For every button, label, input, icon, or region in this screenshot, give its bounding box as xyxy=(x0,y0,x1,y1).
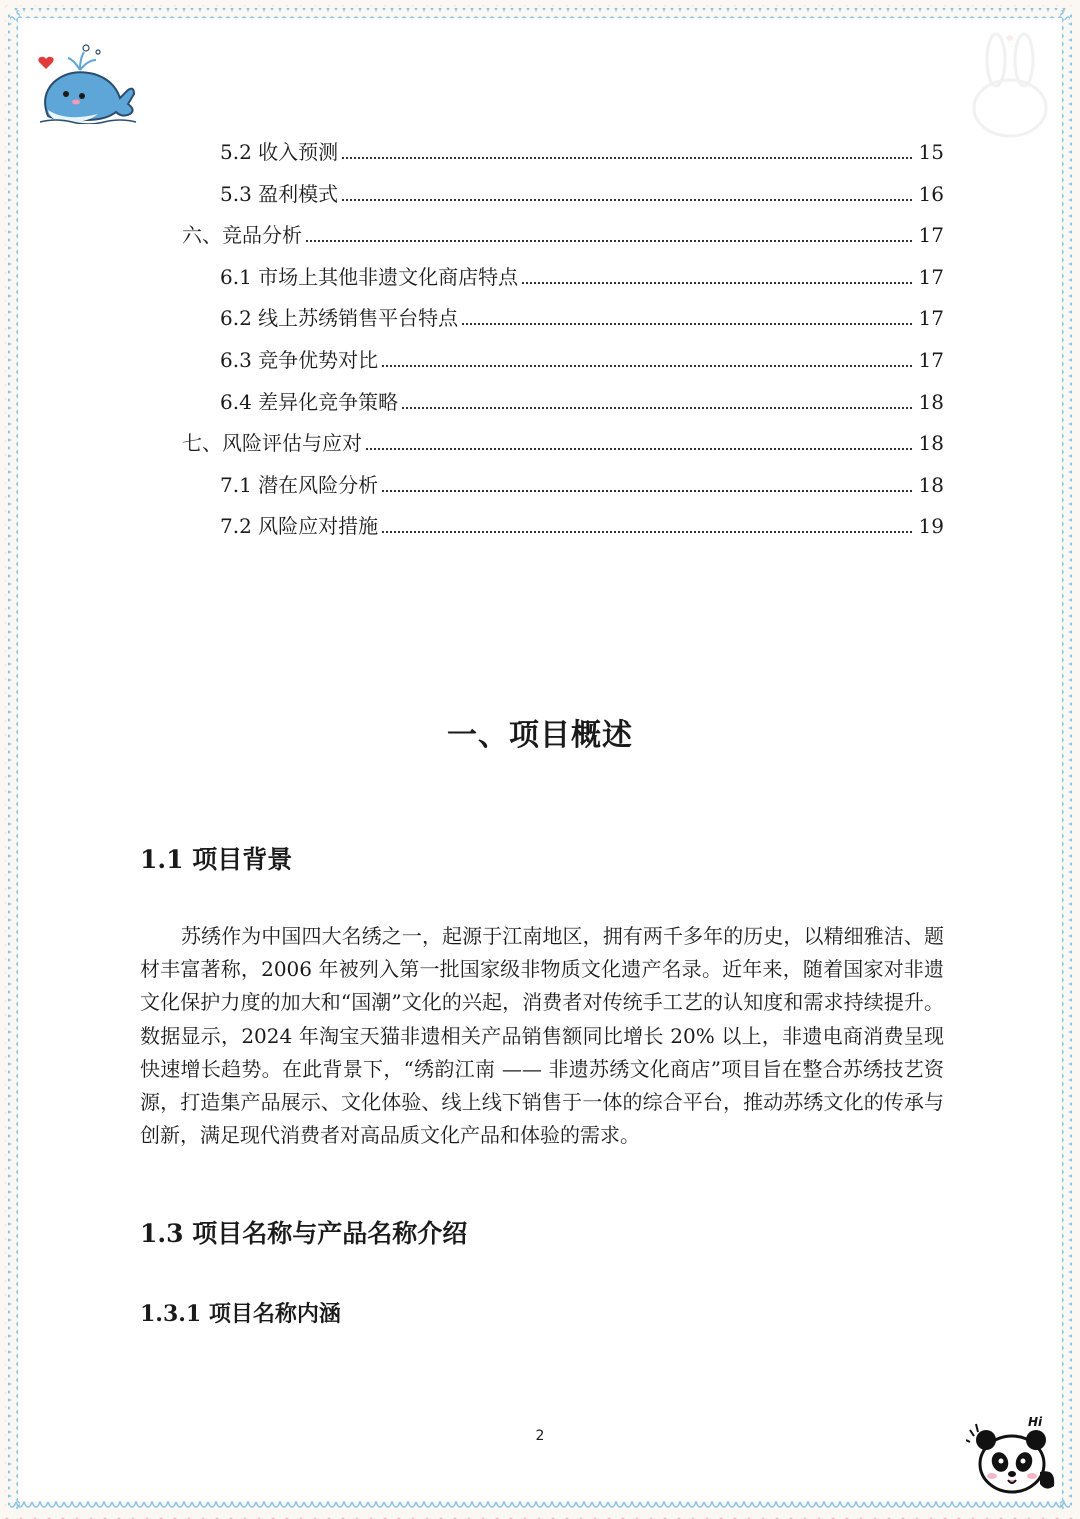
toc-entry-page: 17 xyxy=(918,306,944,330)
toc-entry-label: 6.4 差异化竞争策略 xyxy=(220,390,399,414)
toc-entry-label: 7.2 风险应对措施 xyxy=(220,514,379,538)
toc-entry[interactable] xyxy=(220,179,944,209)
toc-leader xyxy=(342,157,912,159)
toc-entry[interactable] xyxy=(220,137,944,167)
toc-leader xyxy=(522,282,912,284)
toc-leader xyxy=(306,240,912,242)
toc-entry-page: 17 xyxy=(918,223,944,247)
section-heading-background: 1.1 项目背景 xyxy=(140,845,293,874)
panda-icon xyxy=(966,1412,1058,1498)
toc-entry-label: 6.2 线上苏绣销售平台特点 xyxy=(220,306,459,330)
toc-entry-label: 7.1 潜在风险分析 xyxy=(220,473,379,497)
toc-entry[interactable] xyxy=(220,387,944,417)
toc-entry-label: 6.1 市场上其他非遗文化商店特点 xyxy=(220,265,519,289)
toc-entry-label: 六、竞品分析 xyxy=(182,223,302,247)
toc-entry[interactable] xyxy=(220,345,944,375)
toc-entry-page: 17 xyxy=(918,265,944,289)
toc-entry-page: 17 xyxy=(918,348,944,372)
toc-entry-page: 18 xyxy=(918,390,944,414)
toc-entry-label: 5.3 盈利模式 xyxy=(220,182,339,206)
toc-leader xyxy=(382,490,912,492)
toc-leader xyxy=(462,323,912,325)
toc-entry[interactable] xyxy=(220,470,944,500)
heart-icon xyxy=(38,56,54,70)
toc-leader xyxy=(366,448,912,450)
toc-leader xyxy=(382,365,912,367)
toc-entry-label: 6.3 竞争优势对比 xyxy=(220,348,379,372)
toc-entry-page: 16 xyxy=(918,182,944,206)
bunny-icon xyxy=(966,30,1056,140)
toc-entry[interactable] xyxy=(182,428,944,458)
subsection-heading-name-meaning: 1.3.1 项目名称内涵 xyxy=(140,1301,341,1327)
toc-entry[interactable] xyxy=(220,262,944,292)
toc-leader xyxy=(382,531,912,533)
toc-entry-label: 5.2 收入预测 xyxy=(220,140,339,164)
toc-entry-page: 15 xyxy=(918,140,944,164)
page-number: 2 xyxy=(535,1428,545,1444)
toc-entry-page: 18 xyxy=(918,431,944,455)
toc-entry[interactable] xyxy=(220,303,944,333)
section-heading-names: 1.3 项目名称与产品名称介绍 xyxy=(140,1219,468,1248)
toc-leader xyxy=(342,199,912,201)
chapter-title: 一、项目概述 xyxy=(447,718,633,753)
toc-entry-page: 18 xyxy=(918,473,944,497)
toc-entry[interactable] xyxy=(220,511,944,541)
background-paragraph: 苏绣作为中国四大名绣之一，起源于江南地区，拥有两千多年的历史，以精细雅洁、题材丰富著称，2006 年被列入第一批国家级非物质文化遗产名录。近年来，随着国家对非遗文化保护力度的加大和“国潮”文化的兴起，消费者对传统手工艺的认知度和需求持续提升。数据显示，2024 年淘宝天猫非遗相关产品销售额同比增长 20% 以上，非遗电商消费呈现快速增长趋势。在此背景下，“绣韵江南 —— 非遗苏绣文化商店”项目旨在整合苏绣技艺资源，打造集产品展示、文化体验、线上线下销售于一体的综合平台，推动苏绣文化的传承与创新，满足现代消费者对高品质文化产品和体验的需求。 xyxy=(140,924,944,1148)
toc-entry[interactable] xyxy=(182,220,944,250)
toc-entry-page: 19 xyxy=(918,514,944,538)
toc-leader xyxy=(402,407,912,409)
toc-entry-label: 七、风险评估与应对 xyxy=(182,431,362,455)
whale-icon xyxy=(36,40,140,124)
panda-greeting: Hi xyxy=(1028,1415,1043,1429)
